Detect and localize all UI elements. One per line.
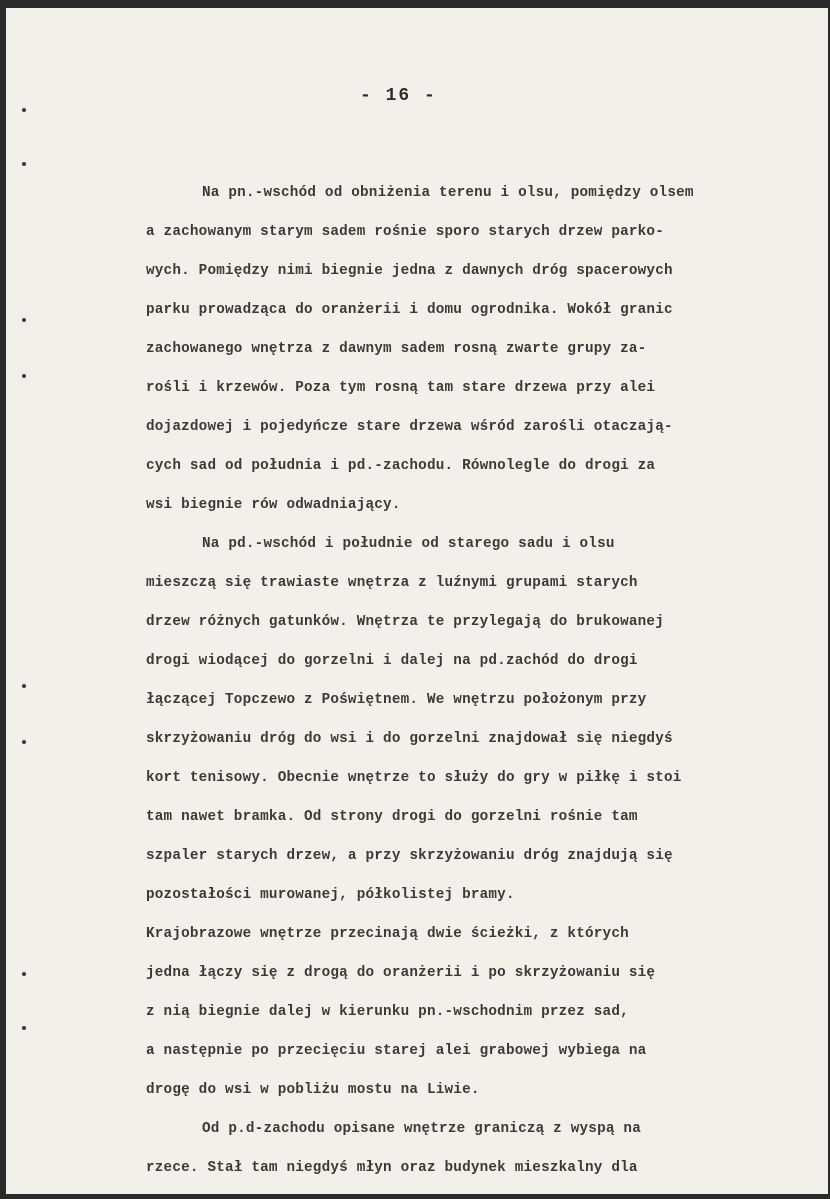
text-line: kort tenisowy. Obecnie wnętrze to służy do gry w piłkę i stoi bbox=[146, 770, 682, 786]
binding-hole-mark bbox=[22, 1026, 26, 1030]
text-line: łączącej Topczewo z Poświętnem. We wnętrzu położonym przy bbox=[146, 692, 647, 708]
binding-hole-mark bbox=[22, 972, 26, 976]
page-number: - 16 - bbox=[360, 86, 437, 106]
text-line: wych. Pomiędzy nimi biegnie jedna z dawnych dróg spacerowych bbox=[146, 263, 673, 279]
text-line: drogi wiodącej do gorzelni i dalej na pd.zachód do drogi bbox=[146, 653, 638, 669]
binding-hole-mark bbox=[22, 740, 26, 744]
binding-hole-mark bbox=[22, 162, 26, 166]
text-line: tam nawet bramka. Od strony drogi do gorzelni rośnie tam bbox=[146, 809, 638, 825]
text-line: a zachowanym starym sadem rośnie sporo starych drzew parko- bbox=[146, 224, 664, 240]
text-line: rzece. Stał tam niegdyś młyn oraz budynek mieszkalny dla bbox=[146, 1160, 638, 1176]
text-line: Na pn.-wschód od obniżenia terenu i olsu, pomiędzy olsem bbox=[202, 185, 694, 201]
text-line: z nią biegnie dalej w kierunku pn.-wschodnim przez sad, bbox=[146, 1004, 629, 1020]
text-line: pozostałości murowanej, półkolistej bramy. bbox=[146, 887, 515, 903]
text-line: skrzyżowaniu dróg do wsi i do gorzelni znajdował się niegdyś bbox=[146, 731, 673, 747]
binding-hole-mark bbox=[22, 684, 26, 688]
text-line: rośli i krzewów. Poza tym rosną tam stare drzewa przy alei bbox=[146, 380, 656, 396]
binding-hole-mark bbox=[22, 374, 26, 378]
text-line: wsi biegnie rów odwadniający. bbox=[146, 497, 401, 513]
binding-hole-mark bbox=[22, 318, 26, 322]
text-line: dojazdowej i pojedyńcze stare drzewa wśród zarośli otaczają- bbox=[146, 419, 673, 435]
text-line: drzew różnych gatunków. Wnętrza te przylegają do brukowanej bbox=[146, 614, 664, 630]
text-line: drogę do wsi w pobliżu mostu na Liwie. bbox=[146, 1082, 480, 1098]
text-line: Od p.d-zachodu opisane wnętrze graniczą z wyspą na bbox=[202, 1121, 641, 1137]
body-text bbox=[146, 174, 816, 1188]
text-line: Krajobrazowe wnętrze przecinają dwie ścieżki, z których bbox=[146, 926, 629, 942]
text-line: szpaler starych drzew, a przy skrzyżowaniu dróg znajdują się bbox=[146, 848, 673, 864]
text-line: mieszczą się trawiaste wnętrza z luźnymi grupami starych bbox=[146, 575, 638, 591]
text-line: zachowanego wnętrza z dawnym sadem rosną zwarte grupy za- bbox=[146, 341, 647, 357]
text-line: Na pd.-wschód i południe od starego sadu i olsu bbox=[202, 536, 615, 552]
document-page bbox=[6, 8, 828, 1194]
text-line: jedna łączy się z drogą do oranżerii i po skrzyżowaniu się bbox=[146, 965, 656, 981]
text-line: cych sad od południa i pd.-zachodu. Równolegle do drogi za bbox=[146, 458, 656, 474]
text-line: a następnie po przecięciu starej alei grabowej wybiega na bbox=[146, 1043, 647, 1059]
binding-hole-mark bbox=[22, 108, 26, 112]
text-line: parku prowadząca do oranżerii i domu ogrodnika. Wokół granic bbox=[146, 302, 673, 318]
